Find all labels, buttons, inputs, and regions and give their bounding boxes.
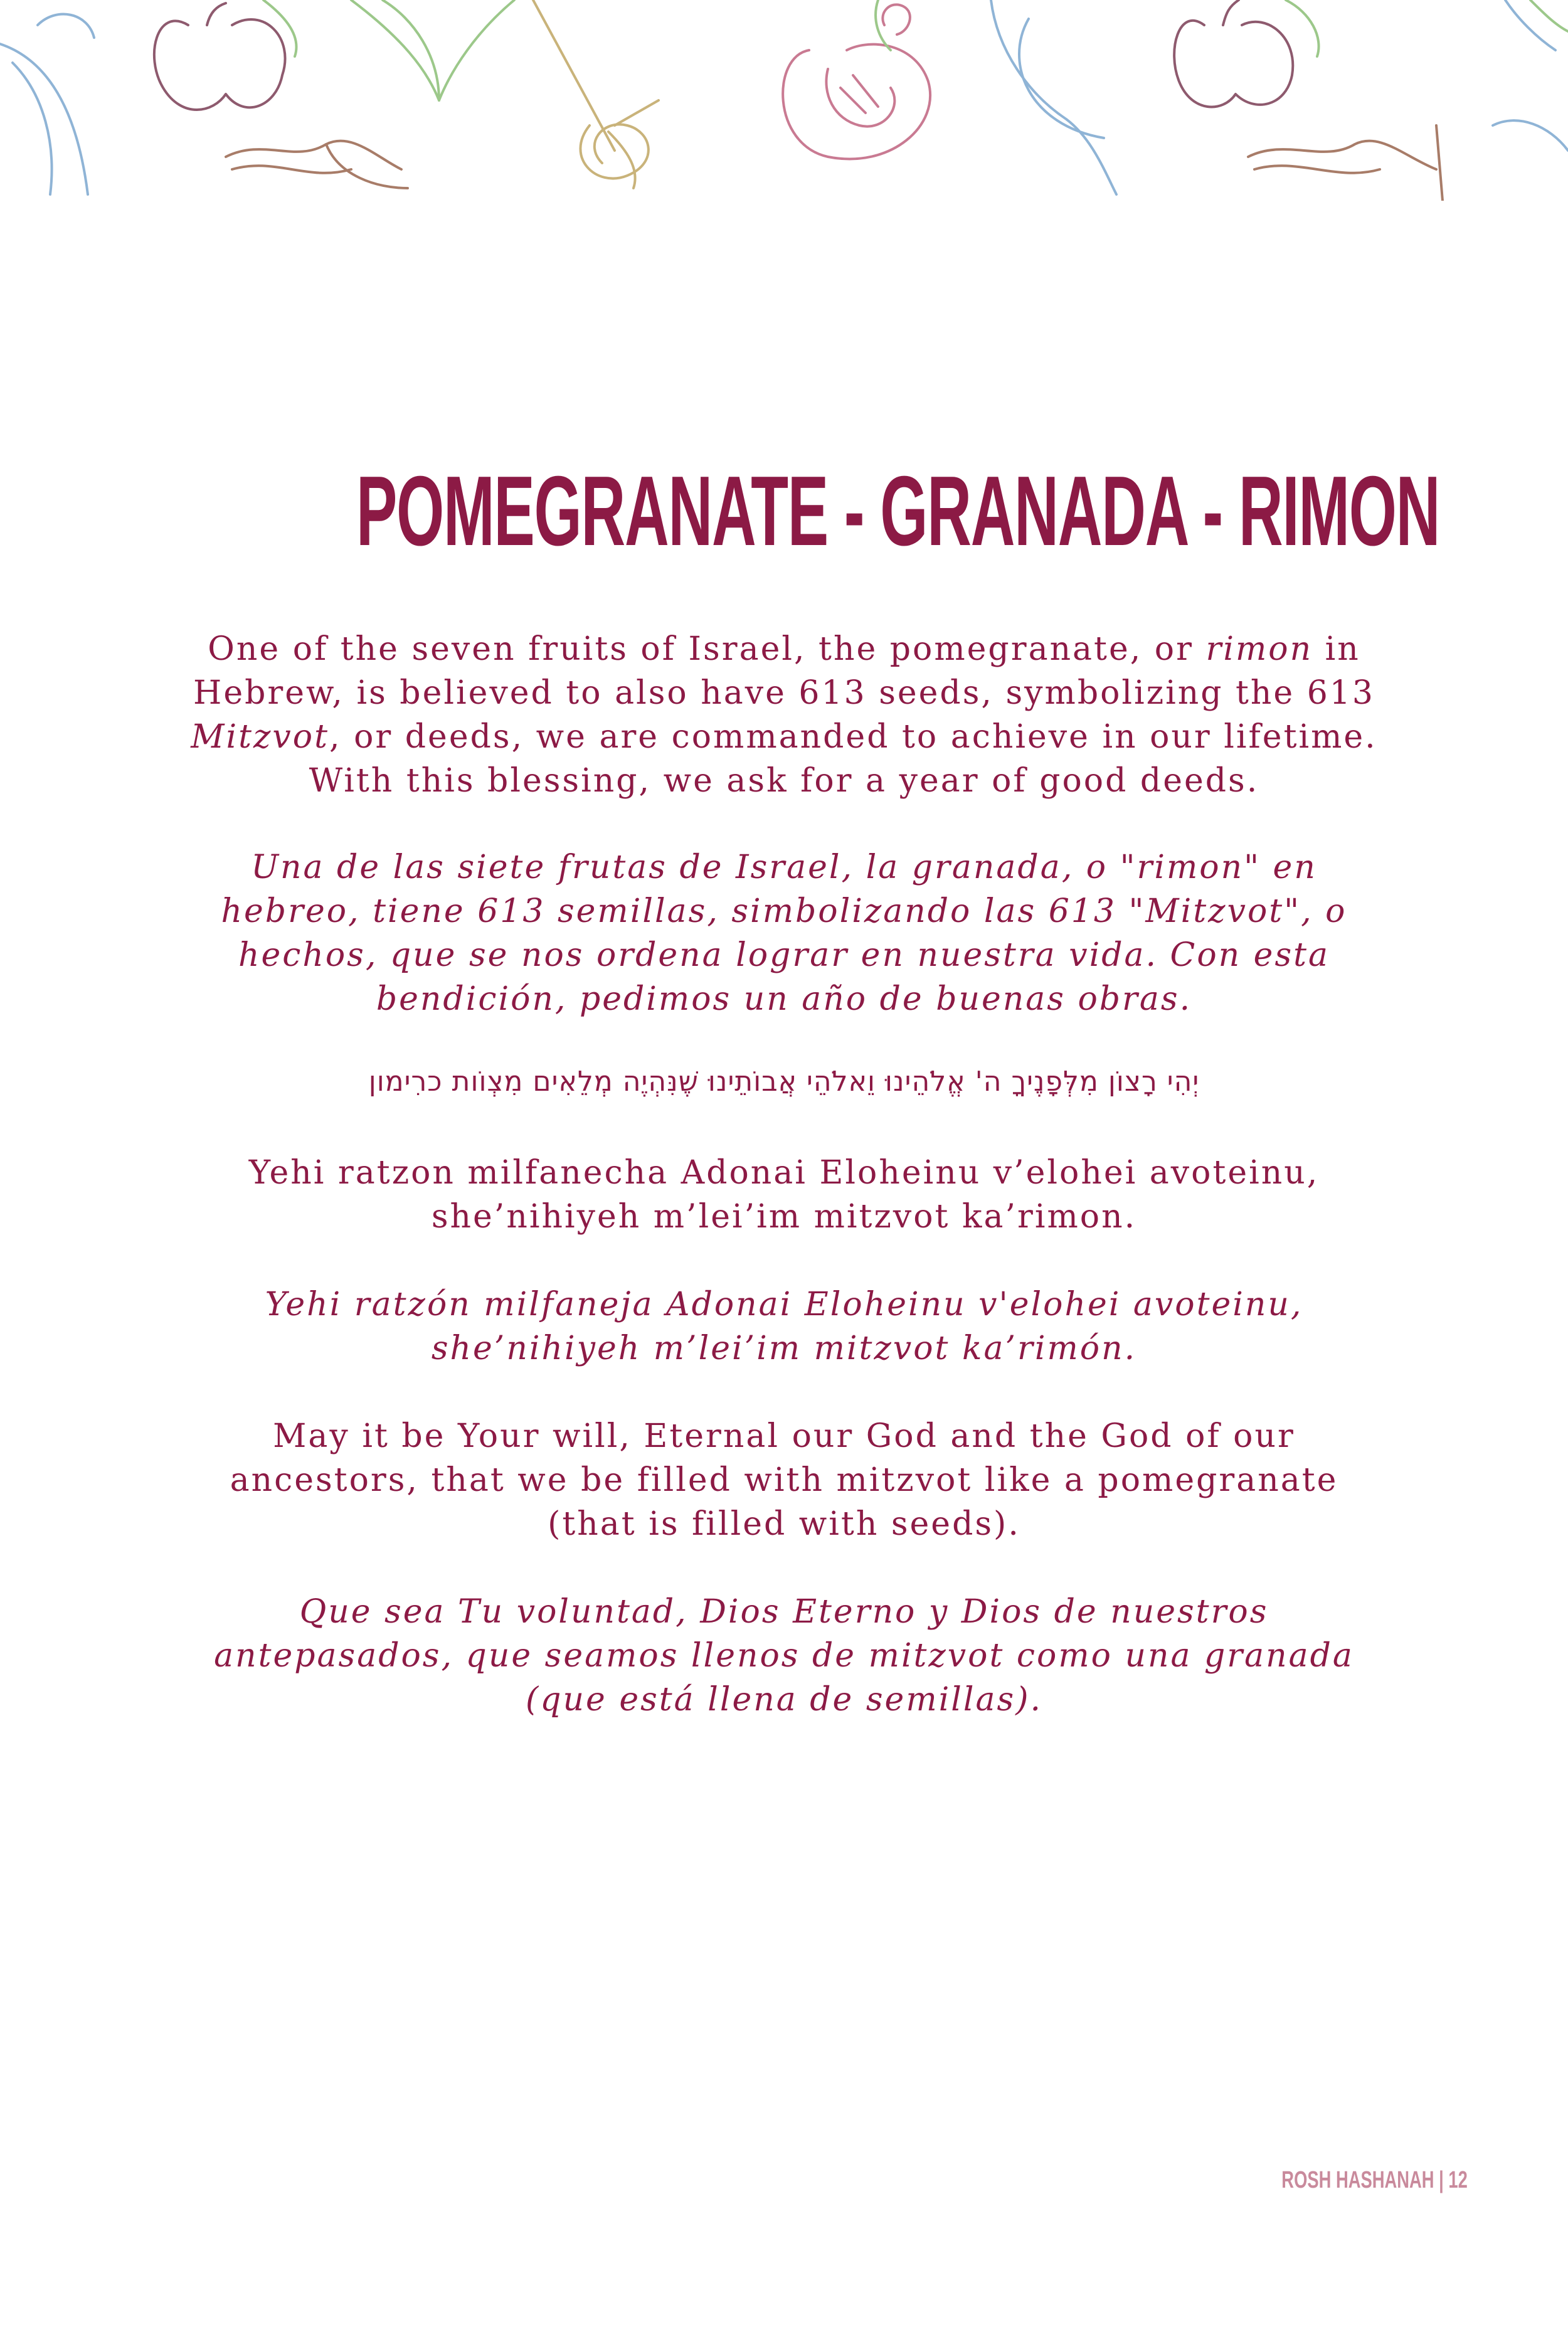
intro-paragraph-english	[188, 627, 1380, 803]
translit-en-line-1: Yehi ratzon milfanecha Adonai Eloheinu v’elohei avoteinu,	[248, 1154, 1320, 1192]
intro-term-rimon: rimon	[1205, 630, 1313, 668]
intro-text-part-3: , or deeds, we are commanded to achieve in our lifetime. With this blessing, we ask for a year of good deeds.	[309, 718, 1377, 800]
shofar-icon	[1248, 125, 1443, 201]
intro-paragraph-spanish: Una de las siete frutas de Israel, la granada, o "rimon" en hebreo, tiene 613 semillas, simbolizando las 613 "Mitzvot", o hechos, que se nos ordena lograr en nuestra vida. Con esta bendición, pedimos un año de buenas obras.	[221, 849, 1347, 1018]
intro-text-part-1: One of the seven fruits of Israel, the pomegranate, or	[208, 630, 1206, 668]
pomegranate-icon	[783, 4, 930, 159]
intro-term-mitzvot: Mitzvot	[191, 718, 330, 756]
decorative-header-illustration	[0, 0, 1568, 201]
translit-en-line-2: she’nihiyeh m’lei’im mitzvot ka’rimon.	[431, 1198, 1137, 1236]
translit-es-line-2: she’nihiyeh m’lei’im mitzvot ka’rimón.	[431, 1330, 1137, 1367]
shofar-icon	[226, 141, 408, 188]
translit-es-line-1: Yehi ratzón milfaneja Adonai Eloheinu v'elohei avoteinu,	[265, 1286, 1303, 1323]
page-title: POMEGRANATE - GRANADA - RIMON	[356, 456, 1440, 566]
apple-icon	[154, 3, 285, 110]
blessing-transliteration-spanish	[188, 1283, 1380, 1370]
apple-icon	[1174, 0, 1293, 107]
blessing-hebrew: יְהִי רָצוֹן מִלְּפָנֶיךָ ה' אֱלֹהֵינוּ וֵאלֹהֵי אֲבוֹתֵינוּ שֶׁנִּהְיֶה מְלֵאִים מִצְוֹות כרִימון	[368, 1066, 1200, 1098]
blessing-transliteration-english	[188, 1151, 1380, 1239]
blessing-translation-english: May it be Your will, Eternal our God and the God of our ancestors, that we be filled with mitzvot like a pomegranate (that is filled with seeds).	[230, 1417, 1338, 1543]
page-footer: ROSH HASHANAH | 12	[1281, 2167, 1468, 2193]
leaf-icon	[991, 0, 1116, 194]
honey-dipper-icon	[533, 0, 659, 188]
apple-leaf-icon	[263, 0, 297, 56]
leaf-stalk-icon	[351, 0, 514, 100]
leaf-icon	[1493, 0, 1568, 151]
blessing-translation-spanish: Que sea Tu voluntad, Dios Eterno y Dios de nuestros antepasados, que seamos llenos de mitzvot como una granada (que está llena de semillas).	[214, 1593, 1354, 1719]
intro-text-part-2: in Hebrew, is believed to also have 613 seeds, symbolizing the 613	[193, 630, 1375, 712]
leaf-icon	[0, 14, 94, 194]
leaf-icon	[1530, 0, 1568, 31]
